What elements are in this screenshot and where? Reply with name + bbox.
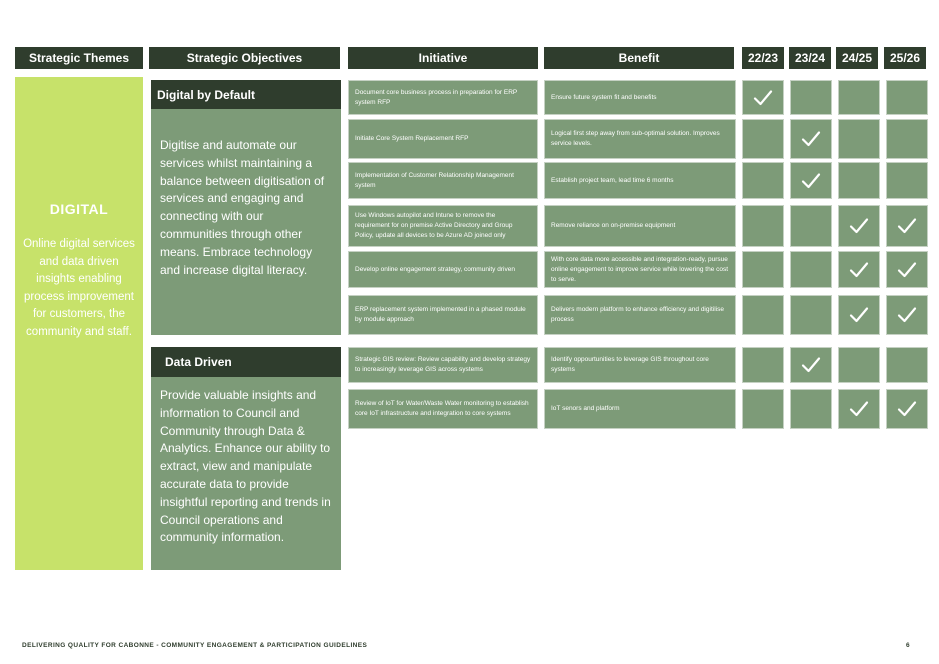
objective-description-digital-by-default: Digitise and automate our services whilst maintaining a balance between digitisation of services and engaging and connecting with our communities through other means. Embrace technology and increase digital literacy. [151, 109, 341, 335]
footer-title: DELIVERING QUALITY FOR CABONNE - COMMUNITY ENGAGEMENT & PARTICIPATION GUIDELINES [22, 642, 368, 649]
benefit-cell: Delivers modern platform to enhance efficiency and digitilise process [544, 295, 736, 335]
header-year-2526: 25/26 [884, 47, 926, 69]
initiative-cell: Document core business process in preparation for ERP system RFP [348, 80, 538, 115]
theme-box [15, 77, 143, 570]
page-number: 6 [906, 642, 911, 649]
year-cell [790, 119, 832, 159]
header-year-2223: 22/23 [742, 47, 784, 69]
initiative-cell: Review of IoT for Water/Waste Water monitoring to establish core IoT infrastructure and integration to core systems [348, 389, 538, 429]
benefit-cell: With core data more accessible and integration-ready, pursue online engagement to improve service while lowering the cost to serve. [544, 251, 736, 288]
year-cell [886, 119, 928, 159]
year-cell [742, 119, 784, 159]
year-cell [886, 80, 928, 115]
initiative-cell: Develop online engagement strategy, community driven [348, 251, 538, 288]
year-cell [790, 389, 832, 429]
check-icon [897, 261, 917, 279]
year-cell [838, 119, 880, 159]
objective-title-data-driven: Data Driven [151, 347, 341, 377]
year-cell [838, 251, 880, 288]
theme-title: DIGITAL [49, 201, 109, 217]
initiative-cell: ERP replacement system implemented in a phased module by module approach [348, 295, 538, 335]
year-cell [742, 205, 784, 247]
year-cell [886, 347, 928, 383]
check-icon [849, 306, 869, 324]
year-cell [838, 295, 880, 335]
check-icon [849, 217, 869, 235]
check-icon [801, 130, 821, 148]
year-cell [886, 162, 928, 199]
year-cell [886, 389, 928, 429]
check-icon [897, 306, 917, 324]
year-cell [886, 205, 928, 247]
check-icon [897, 400, 917, 418]
check-icon [849, 400, 869, 418]
check-icon [801, 356, 821, 374]
benefit-cell: Remove reliance on on-premise equipment [544, 205, 736, 247]
initiative-cell: Use Windows autopilot and Intune to remove the requirement for on premise Active Directory and Group Policy, update all devices to be Azure AD joined only [348, 205, 538, 247]
year-cell [838, 80, 880, 115]
header-benefit: Benefit [544, 47, 734, 69]
benefit-cell: Logical first step away from sub-optimal solution. Improves service levels. [544, 119, 736, 159]
check-icon [753, 89, 773, 107]
header-year-2324: 23/24 [789, 47, 831, 69]
benefit-cell: Identify oppourtunities to leverage GIS throughout core systems [544, 347, 736, 383]
objective-title-digital-by-default: Digital by Default [151, 80, 341, 109]
check-icon [849, 261, 869, 279]
benefit-cell: IoT senors and platform [544, 389, 736, 429]
benefit-cell: Establish project team, lead time 6 months [544, 162, 736, 199]
header-strategic-objectives: Strategic Objectives [149, 47, 340, 69]
initiative-cell: Strategic GIS review: Review capability and develop strategy to increasingly leverage GIS across systems [348, 347, 538, 383]
year-cell [838, 347, 880, 383]
theme-description: Online digital services and data driven insights enabling process improvement for customers, the community and staff. [23, 238, 135, 338]
year-cell [838, 205, 880, 247]
initiative-cell: Implementation of Customer Relationship Management system [348, 162, 538, 199]
year-cell [790, 251, 832, 288]
year-cell [742, 80, 784, 115]
year-cell [886, 295, 928, 335]
year-cell [790, 205, 832, 247]
year-cell [886, 251, 928, 288]
year-cell [742, 251, 784, 288]
year-cell [790, 295, 832, 335]
year-cell [742, 162, 784, 199]
year-cell [742, 295, 784, 335]
year-cell [790, 80, 832, 115]
check-icon [801, 172, 821, 190]
year-cell [742, 389, 784, 429]
check-icon [897, 217, 917, 235]
year-cell [790, 162, 832, 199]
year-cell [838, 162, 880, 199]
objective-description-data-driven: Provide valuable insights and information to Council and Community through Data & Analytics. Enhance our ability to extract, view and manipulate accurate data to provide insightful reporting and trends in Council operations and community information. [151, 377, 341, 570]
year-cell [838, 389, 880, 429]
year-cell [790, 347, 832, 383]
year-cell [742, 347, 784, 383]
header-strategic-themes: Strategic Themes [15, 47, 143, 69]
header-year-2425: 24/25 [836, 47, 878, 69]
benefit-cell: Ensure future system fit and benefits [544, 80, 736, 115]
initiative-cell: Initiate Core System Replacement RFP [348, 119, 538, 159]
header-initiative: Initiative [348, 47, 538, 69]
